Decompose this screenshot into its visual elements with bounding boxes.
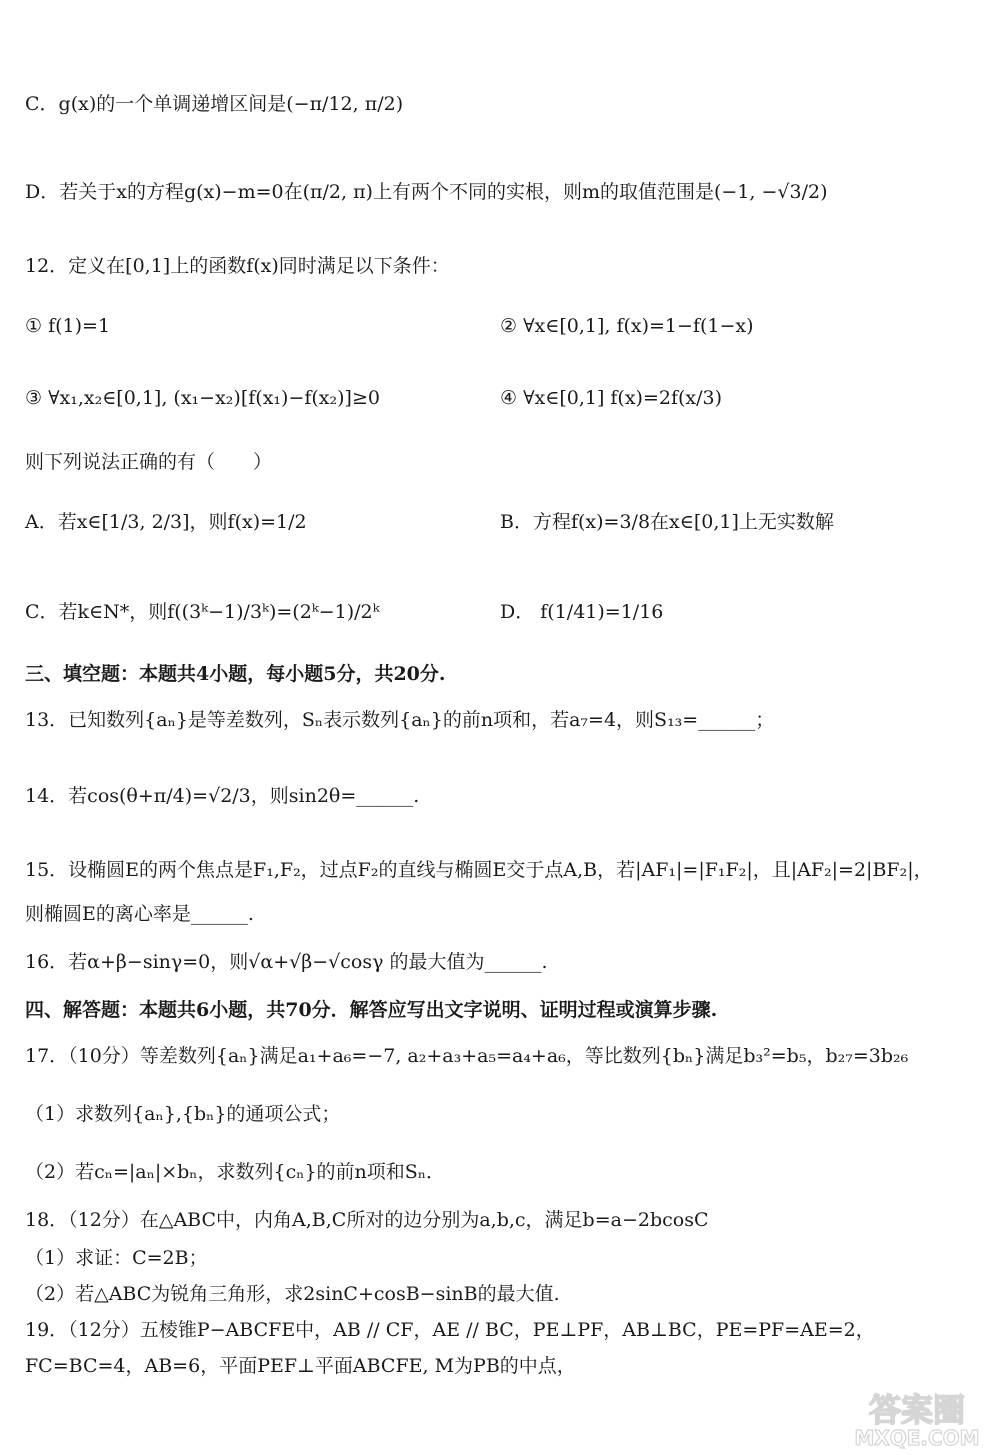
watermark-logo xyxy=(842,1387,992,1449)
q12-option-b: B．方程f(x)=3/8在x∈[0,1]上无实数解 xyxy=(500,511,834,533)
q13: 13．已知数列{aₙ}是等差数列，Sₙ表示数列{aₙ}的前n项和，若a₇=4，则S₁₃=______； xyxy=(25,709,775,731)
q19-line-2: FC=BC=4，AB=6，平面PEF⊥平面ABCFE, M为PB的中点， xyxy=(25,1355,576,1377)
q16: 16．若α+β−sinγ=0，则√α+√β−√cosγ 的最大值为______. xyxy=(25,951,548,973)
q12-option-c: C．若k∈N*，则f((3ᵏ−1)/3ᵏ)=(2ᵏ−1)/2ᵏ xyxy=(25,601,380,623)
section-4-heading: 四、解答题：本题共6小题，共70分．解答应写出文字说明、证明过程或演算步骤. xyxy=(25,999,718,1021)
q12-prompt: 则下列说法正确的有（ ） xyxy=(25,451,273,473)
q12-condition-2: ② ∀x∈[0,1], f(x)=1−f(1−x) xyxy=(500,315,754,337)
q15-line-2: 则椭圆E的离心率是______. xyxy=(25,903,254,925)
q18-part-1: （1）求证：C=2B； xyxy=(25,1247,208,1269)
q18-part-2: （2）若△ABC为锐角三角形，求2sinC+cosB−sinB的最大值. xyxy=(25,1283,560,1305)
q17: 17．（10分）等差数列{aₙ}满足a₁+a₆=−7, a₂+a₃+a₅=a₄+a₆，等比数列{bₙ}满足b₃²=b₅，b₂₇=3b₂₆ xyxy=(25,1045,909,1067)
q12-option-a: A．若x∈[1/3, 2/3]，则f(x)=1/2 xyxy=(25,511,307,533)
q15-line-1: 15．设椭圆E的两个焦点是F₁,F₂，过点F₂的直线与椭圆E交于点A,B，若|AF₁|=|F₁F₂|，且|AF₂|=2|BF₂|， xyxy=(25,859,933,881)
q17-part-2: （2）若cₙ=|aₙ|×bₙ，求数列{cₙ}的前n项和Sₙ． xyxy=(25,1161,446,1183)
watermark-main: 答案圈 xyxy=(868,1391,966,1429)
q14: 14．若cos(θ+π/4)=√2/3，则sin2θ=______. xyxy=(25,785,420,807)
q17-part-1: （1）求数列{aₙ},{bₙ}的通项公式； xyxy=(25,1103,341,1125)
q11-option-c: C．g(x)的一个单调递增区间是(−π/12, π/2) xyxy=(25,93,404,115)
section-3-heading: 三、填空题：本题共4小题，每小题5分，共20分. xyxy=(25,663,446,685)
q12-stem: 12．定义在[0,1]上的函数f(x)同时满足以下条件： xyxy=(25,255,450,277)
q12-condition-4: ④ ∀x∈[0,1] f(x)=2f(x/3) xyxy=(500,387,723,409)
q12-option-d: D． f(1/41)=1/16 xyxy=(500,601,664,623)
watermark-sub: MXQE.COM xyxy=(854,1426,980,1449)
q11-option-d: D．若关于x的方程g(x)−m=0在(π/2, π)上有两个不同的实根，则m的取值范围是(−1, −√3/2) xyxy=(25,181,828,203)
q19-line-1: 19．（12分）五棱锥P−ABCFE中，AB // CF，AE // BC，PE⊥PF，AB⊥BC，PE=PF=AE=2， xyxy=(25,1319,875,1341)
q12-condition-3: ③ ∀x₁,x₂∈[0,1], (x₁−x₂)[f(x₁)−f(x₂)]≥0 xyxy=(25,387,380,409)
q12-condition-1: ① f(1)=1 xyxy=(25,315,111,337)
q18: 18．（12分）在△ABC中，内角A,B,C所对的边分别为a,b,c，满足b=a−2bcosC xyxy=(25,1209,709,1231)
